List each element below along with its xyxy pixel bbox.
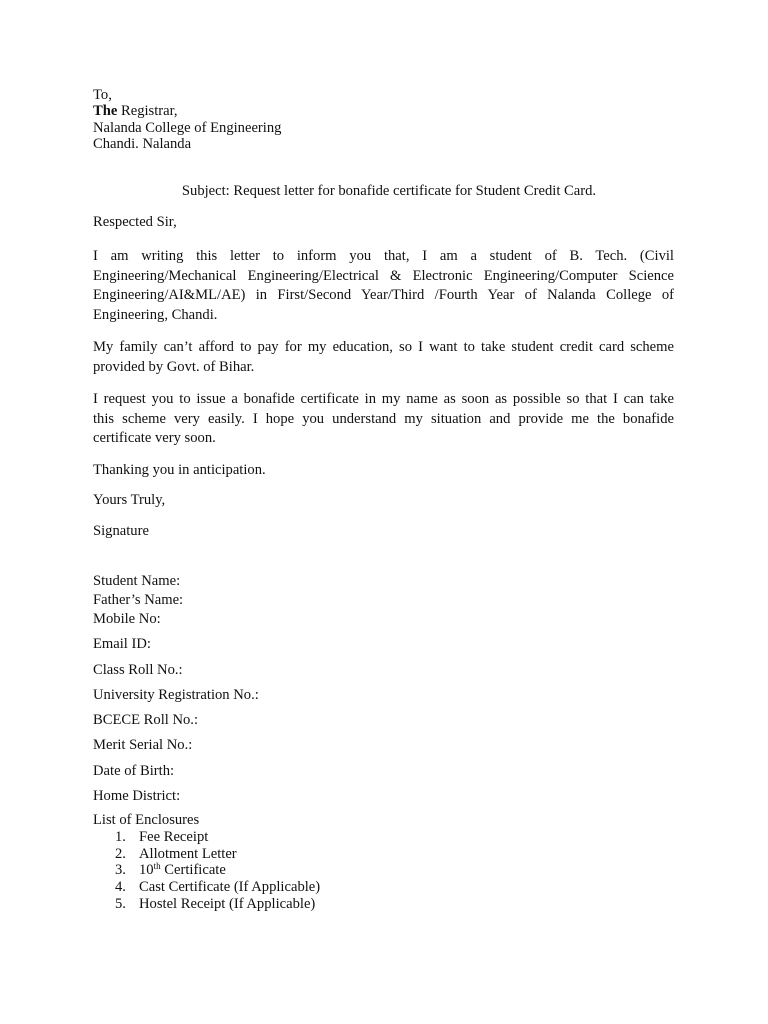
address-to: To, [93, 87, 112, 103]
enclosure-number: 3. [115, 862, 126, 878]
address-the: The [93, 103, 118, 119]
enclosure-number: 4. [115, 879, 126, 895]
enclosure-text: Cast Certificate (If Applicable) [139, 879, 321, 895]
enclosure-number: 1. [115, 829, 126, 845]
field-class-roll: Class Roll No.: [93, 662, 183, 678]
field-merit-serial: Merit Serial No.: [93, 737, 193, 753]
field-mobile: Mobile No: [93, 611, 161, 627]
paragraph-1-line-4: Engineering, Chandi. [93, 306, 218, 323]
enclosure-text: Hostel Receipt (If Applicable) [139, 896, 316, 912]
paragraph-1-line-3: Engineering/AI&ML/AE) in First/Second Year/Third /Fourth Year of Nalanda College of [93, 287, 674, 303]
enclosure-text: Certificate [160, 862, 226, 878]
paragraph-1-line-2: Engineering/Mechanical Engineering/Electrical & Electronic Engineering/Computer Science [93, 267, 674, 284]
field-father-name: Father’s Name: [93, 592, 184, 608]
paragraph-2-line-2: provided by Govt. of Bihar. [93, 358, 255, 375]
enclosure-item [115, 863, 226, 878]
enclosure-item [115, 830, 208, 845]
paragraph-3-line-1: I request you to issue a bonafide certificate in my name as soon as possible so that I can take [93, 391, 674, 407]
field-home-district: Home District: [93, 788, 181, 804]
salutation: Respected Sir, [93, 214, 177, 230]
paragraph-2-line-1: My family can’t afford to pay for my education, so I want to take student credit card scheme [93, 339, 674, 355]
paragraph-1-line-1: I am writing this letter to inform you that, I am a student of B. Tech. (Civil [93, 248, 674, 264]
address-college: Nalanda College of Engineering [93, 120, 282, 136]
field-email: Email ID: [93, 636, 151, 652]
enclosure-item [115, 880, 320, 895]
paragraph-2 [93, 338, 674, 377]
paragraph-1 [93, 247, 674, 325]
subject-line: Subject: Request letter for bonafide certificate for Student Credit Card. [181, 183, 597, 199]
field-university-registration: University Registration No.: [93, 687, 259, 703]
enclosure-text-prefix: 10 [139, 862, 154, 878]
enclosure-text: Allotment Letter [139, 846, 237, 862]
field-student-name: Student Name: [93, 573, 181, 589]
enclosure-item [115, 847, 237, 862]
closing-line: Yours Truly, [93, 492, 166, 508]
field-date-of-birth: Date of Birth: [93, 763, 175, 779]
paragraph-3 [93, 390, 674, 449]
signature-line: Signature [93, 523, 149, 539]
enclosure-text: Fee Receipt [139, 829, 209, 845]
paragraph-3-line-2: this scheme very easily. I hope you understand my situation and provide me the bonafide [93, 410, 674, 427]
field-bcece-roll: BCECE Roll No.: [93, 712, 199, 728]
enclosure-item [115, 897, 315, 912]
thanks-line: Thanking you in anticipation. [93, 462, 266, 478]
enclosure-number: 2. [115, 846, 126, 862]
enclosure-superscript: th [153, 861, 161, 871]
address-registrar [93, 104, 178, 119]
paragraph-3-line-3: certificate very soon. [93, 430, 216, 446]
enclosures-title: List of Enclosures [93, 812, 200, 828]
address-registrar-text: Registrar, [117, 103, 178, 119]
enclosure-number: 5. [115, 896, 126, 912]
address-location: Chandi. Nalanda [93, 136, 192, 152]
